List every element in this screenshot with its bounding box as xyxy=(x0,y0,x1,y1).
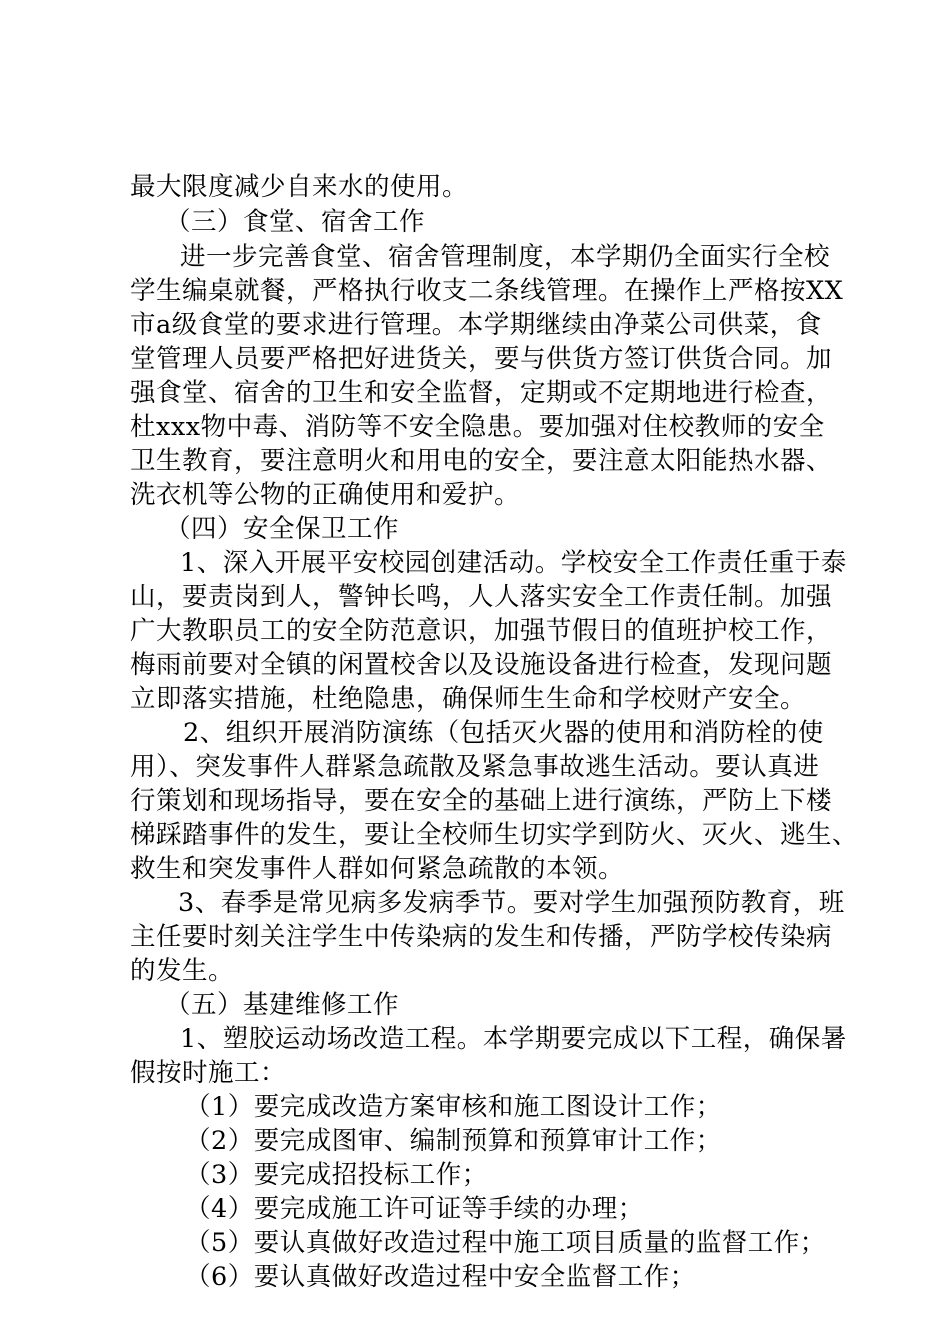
list-item-5: （5）要认真做好改造过程中施工项目质量的监督工作； xyxy=(185,1228,826,1258)
text-line-16: 立即落实措施，杜绝隐患，确保师生生命和学校财产安全。 xyxy=(130,684,807,714)
text-line-23: 主任要时刻关注学生中传染病的发生和传播，严防学校传染病 xyxy=(130,922,833,952)
text-line-3: 进一步完善食堂、宿舍管理制度，本学期仍全面实行全校 xyxy=(180,242,831,272)
text-line-14: 广大教职员工的安全防范意识，加强节假日的值班护校工作， xyxy=(130,616,833,646)
text-line-1: 最大限度减少自来水的使用。 xyxy=(130,172,469,202)
text-line-19: 行策划和现场指导，要在安全的基础上进行演练，严防上下楼 xyxy=(130,786,833,816)
text-line-20: 梯踩踏事件的发生，要让全校师生切实学到防火、灭火、逃生、 xyxy=(130,820,859,850)
text-line-22: 3、春季是常见病多发病季节。要对学生加强预防教育，班 xyxy=(178,888,845,918)
text-line-18: 用）、突发事件人群紧急疏散及紧急事故逃生活动。要认真进 xyxy=(130,752,820,782)
text-line-24: 的发生。 xyxy=(130,956,235,986)
section-heading-construction: （五）基建维修工作 xyxy=(165,990,400,1020)
text-line-12: 1、深入开展平安校园创建活动。学校安全工作责任重于泰 xyxy=(180,548,847,578)
text-line-9: 卫生教育，要注意明火和用电的安全，要注意太阳能热水器、 xyxy=(130,446,833,476)
text-line-13: 山，要责岗到人，警钟长鸣，人人落实安全工作责任制。加强 xyxy=(130,582,833,612)
text-line-8: 杜xxx物中毒、消防等不安全隐患。要加强对住校教师的安全 xyxy=(130,412,825,442)
text-line-27: 假按时施工： xyxy=(130,1058,287,1088)
list-item-4: （4）要完成施工许可证等手续的办理； xyxy=(185,1194,644,1224)
text-line-6: 堂管理人员要严格把好进货关，要与供货方签订供货合同。加 xyxy=(130,344,833,374)
list-item-1: （1）要完成改造方案审核和施工图设计工作； xyxy=(185,1092,722,1122)
section-heading-canteen: （三）食堂、宿舍工作 xyxy=(165,207,426,237)
text-line-10: 洗衣机等公物的正确使用和爱护。 xyxy=(130,480,521,510)
text-line-4: 学生编桌就餐，严格执行收支二条线管理。在操作上严格按XX xyxy=(130,276,844,306)
text-line-7: 强食堂、宿舍的卫生和安全监督，定期或不定期地进行检查， xyxy=(130,378,833,408)
text-line-5: 市a级食堂的要求进行管理。本学期继续由净菜公司供菜，食 xyxy=(130,310,822,340)
list-item-6: （6）要认真做好改造过程中安全监督工作； xyxy=(185,1262,696,1292)
list-item-3: （3）要完成招投标工作； xyxy=(185,1160,488,1190)
text-line-17: 2、组织开展消防演练（包括灭火器的使用和消防栓的使 xyxy=(183,718,824,748)
text-line-15: 梅雨前要对全镇的闲置校舍以及设施设备进行检查，发现问题 xyxy=(130,650,833,680)
section-heading-security: （四）安全保卫工作 xyxy=(165,514,400,544)
text-line-26: 1、塑胶运动场改造工程。本学期要完成以下工程，确保暑 xyxy=(180,1024,847,1054)
text-line-21: 救生和突发事件人群如何紧急疏散的本领。 xyxy=(130,854,625,884)
list-item-2: （2）要完成图审、编制预算和预算审计工作； xyxy=(185,1126,722,1156)
